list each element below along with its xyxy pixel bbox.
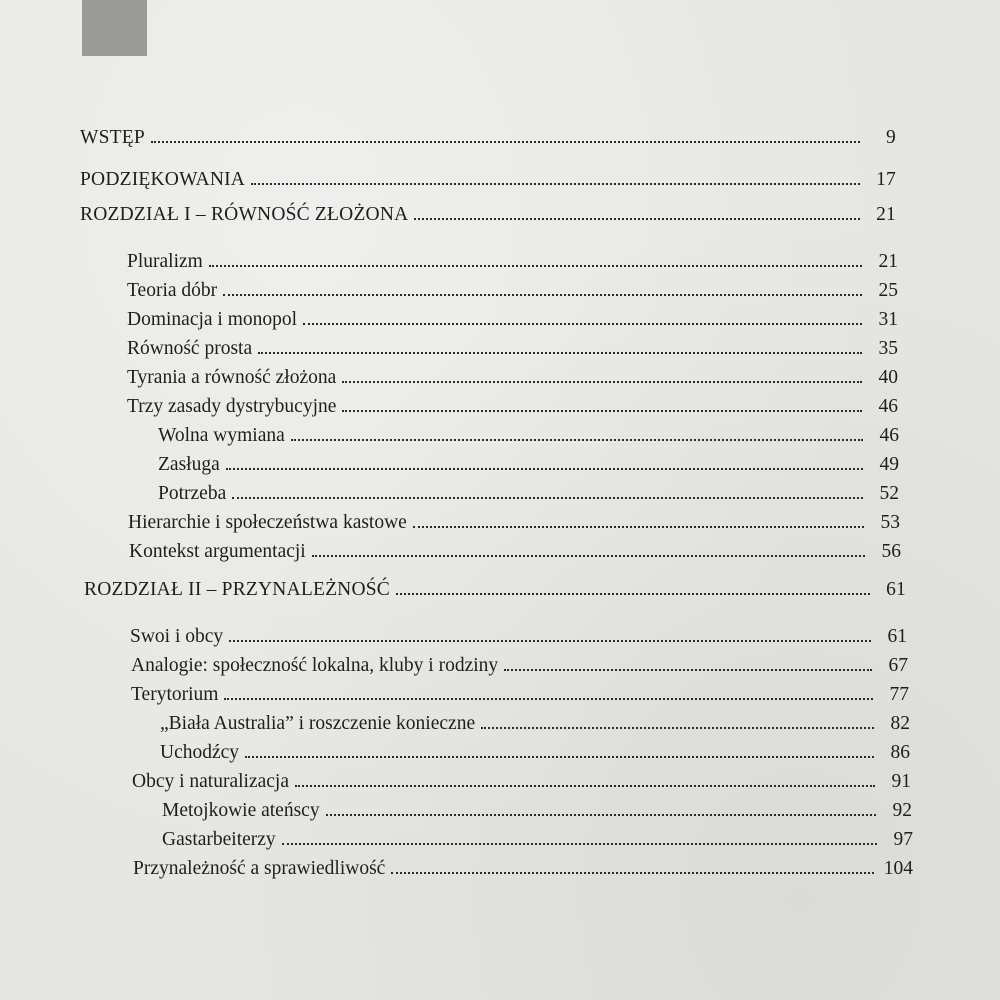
dot-leader [282, 843, 877, 845]
toc-entry [128, 511, 900, 535]
toc-entry-title: PODZIĘKOWANIA [80, 169, 246, 190]
toc-entry-title: Hierarchie i społeczeństwa kastowe [128, 512, 407, 533]
toc-entry-title: Teoria dóbr [127, 280, 218, 301]
toc-entry-page: 67 [888, 655, 908, 676]
dot-leader [413, 526, 864, 528]
toc-entry-page: 82 [890, 713, 910, 734]
toc-entry [80, 168, 896, 192]
toc-entry [127, 337, 898, 361]
toc-entry [158, 453, 899, 477]
toc-entry-page: 46 [878, 396, 898, 417]
toc-entry-page: 25 [878, 280, 898, 301]
toc-entry [127, 395, 898, 419]
dot-leader [258, 352, 862, 354]
toc-entry-page: 56 [881, 541, 901, 562]
toc-entry-page: 17 [876, 169, 896, 190]
dot-leader [414, 218, 860, 220]
toc-entry-title: ROZDZIAŁ II – PRZYNALEŻNOŚĆ [84, 579, 391, 600]
toc-entry-page: 77 [889, 684, 909, 705]
toc-entry-page: 61 [886, 579, 906, 600]
toc-entry-title: Analogie: społeczność lokalna, kluby i rodziny [131, 655, 499, 676]
dot-leader [391, 872, 873, 874]
toc-entry-page: 97 [893, 829, 913, 850]
toc-entry [158, 482, 899, 506]
toc-entry-page: 92 [892, 800, 912, 821]
dot-leader [151, 141, 860, 143]
toc-entry [129, 540, 901, 564]
dot-leader [229, 640, 871, 642]
toc-entry [127, 279, 898, 303]
toc-entry-page: 40 [878, 367, 898, 388]
toc-entry-title: WSTĘP [80, 127, 145, 148]
toc-entry [158, 424, 899, 448]
toc-entry-title: Tyrania a równość złożona [127, 367, 337, 388]
toc-entry-title: Trzy zasady dystrybucyjne [127, 396, 337, 417]
toc-entry [127, 250, 898, 274]
toc-entry [127, 308, 898, 332]
dot-leader [226, 468, 863, 470]
toc-entry-page: 53 [880, 512, 900, 533]
toc-entry [162, 828, 913, 852]
toc-entry-title: Kontekst argumentacji [129, 541, 306, 562]
toc-entry-title: Przynależność a sprawiedliwość [133, 858, 386, 879]
dot-leader [326, 814, 876, 816]
dot-leader [312, 555, 865, 557]
toc-entry-page: 104 [883, 858, 913, 879]
toc-entry [84, 578, 906, 602]
toc-entry-page: 35 [878, 338, 898, 359]
toc-entry-page: 61 [887, 626, 907, 647]
dot-leader [342, 381, 862, 383]
toc-entry [160, 741, 910, 765]
toc-entry [130, 625, 907, 649]
toc-entry [80, 203, 896, 227]
toc-entry [160, 712, 910, 736]
toc-entry-page: 31 [878, 309, 898, 330]
toc-entry-title: Metojkowie ateńscy [162, 800, 320, 821]
toc-entry [131, 683, 909, 707]
toc-entry-title: Uchodźcy [160, 742, 240, 763]
toc-entry-page: 49 [879, 454, 899, 475]
toc-entry-title: ROZDZIAŁ I – RÓWNOŚĆ ZŁOŻONA [80, 204, 409, 225]
toc-entry [127, 366, 898, 390]
dot-leader [232, 497, 863, 499]
toc-entry-page: 21 [878, 251, 898, 272]
toc-entry-title: Obcy i naturalizacja [132, 771, 289, 792]
dot-leader [209, 265, 862, 267]
dot-leader [504, 669, 872, 671]
toc-entry [133, 857, 913, 881]
dot-leader [223, 294, 862, 296]
dot-leader [342, 410, 862, 412]
toc-entry-title: Potrzeba [158, 483, 227, 504]
toc-entry-page: 52 [879, 483, 899, 504]
dot-leader [295, 785, 875, 787]
toc-entry [162, 799, 912, 823]
toc-entry [80, 126, 896, 150]
toc-entry-page: 9 [886, 127, 896, 148]
dot-leader [303, 323, 862, 325]
dot-leader [291, 439, 863, 441]
toc-entry-title: Gastarbeiterzy [162, 829, 276, 850]
toc-entry [131, 654, 908, 678]
toc-entry-title: Zasługa [158, 454, 220, 475]
toc-entry-page: 46 [879, 425, 899, 446]
toc-entry-page: 91 [891, 771, 911, 792]
toc-entry-title: Swoi i obcy [130, 626, 224, 647]
toc-entry-title: Dominacja i monopol [127, 309, 298, 330]
dot-leader [481, 727, 874, 729]
toc-entry-page: 21 [876, 204, 896, 225]
toc-entry [132, 770, 911, 794]
toc-entry-title: Wolna wymiana [158, 425, 285, 446]
toc-entry-title: Terytorium [131, 684, 219, 705]
toc-entry-title: Pluralizm [127, 251, 203, 272]
toc-entry-title: Równość prosta [127, 338, 253, 359]
dot-leader [224, 698, 873, 700]
toc-entry-title: „Biała Australia” i roszczenie konieczne [160, 713, 476, 734]
dot-leader [245, 756, 874, 758]
dot-leader [251, 183, 860, 185]
dot-leader [396, 593, 870, 595]
toc-entry-page: 86 [890, 742, 910, 763]
